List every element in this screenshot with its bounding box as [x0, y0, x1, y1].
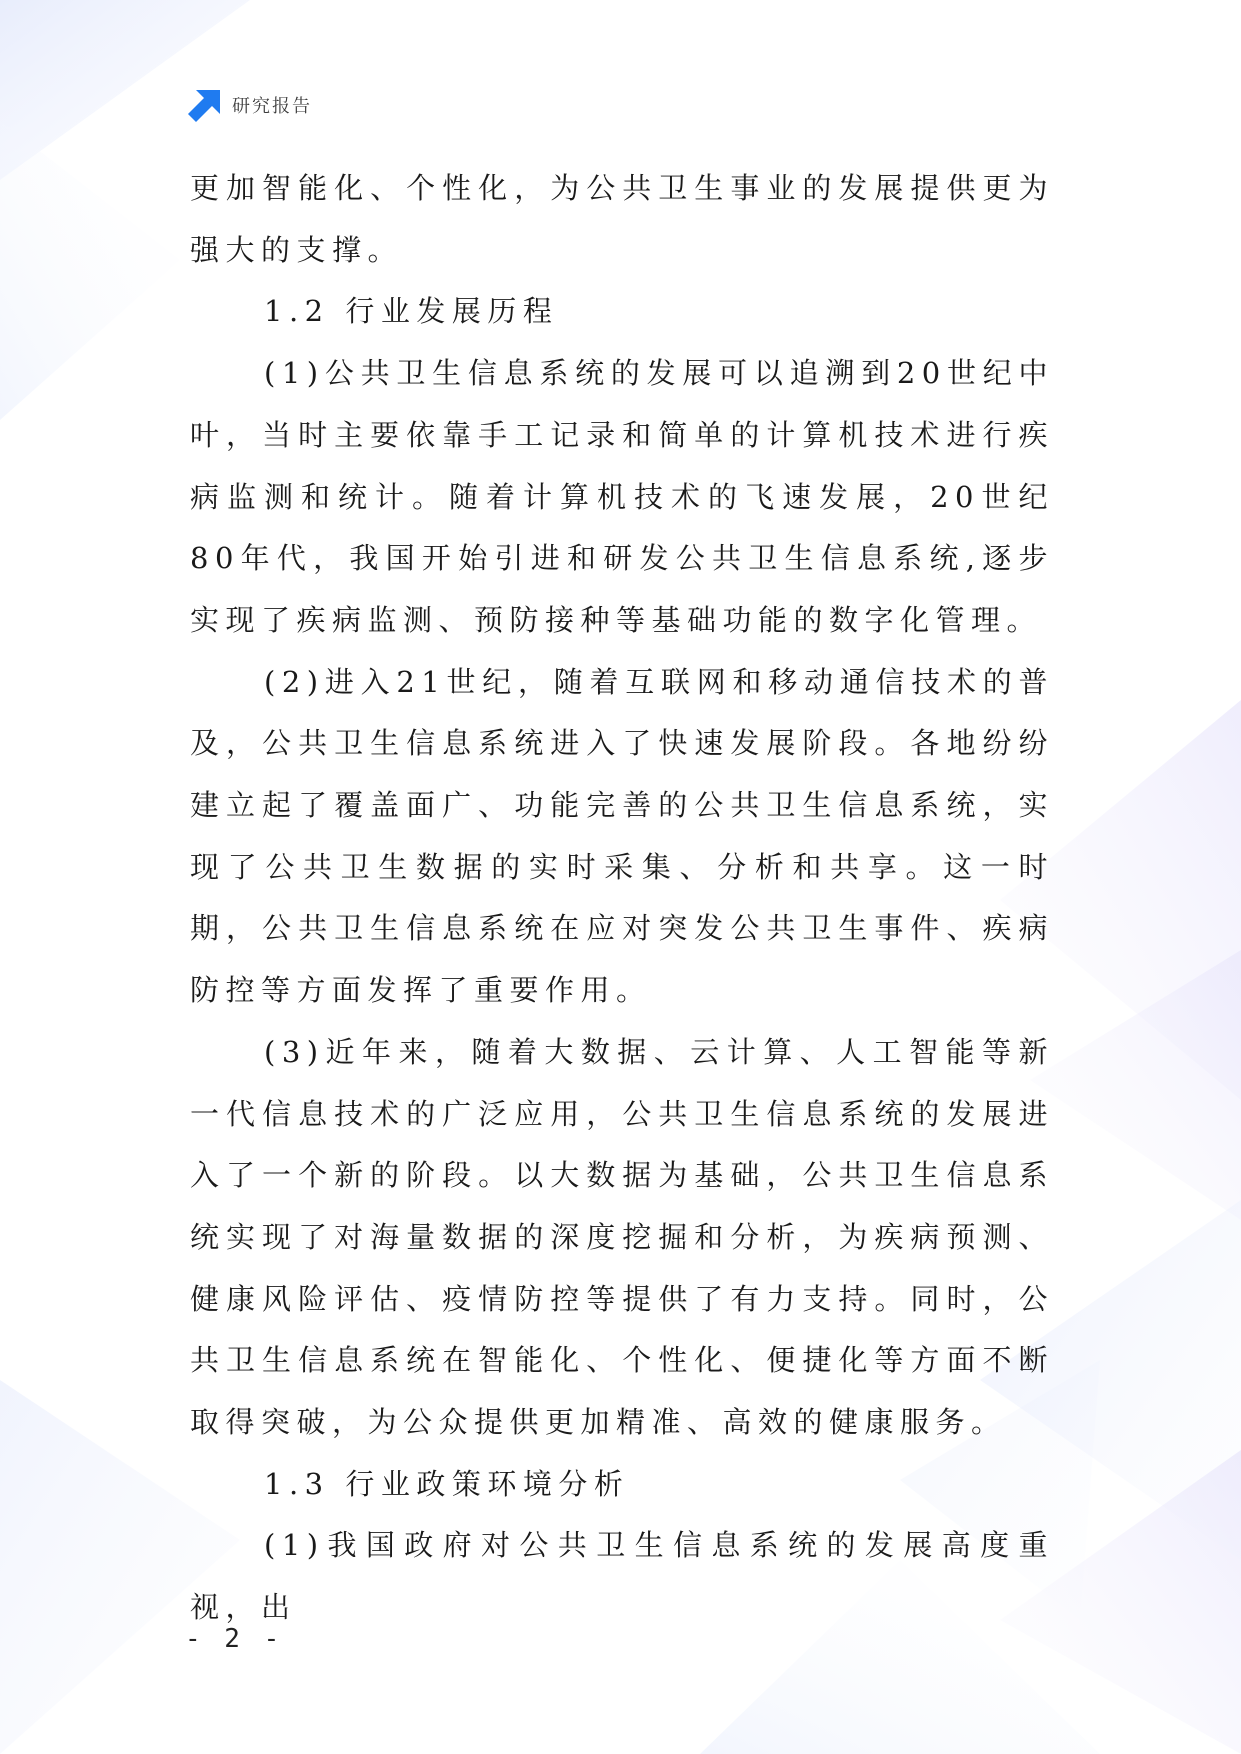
paragraph: (1)公共卫生信息系统的发展可以追溯到20世纪中叶，当时主要依靠手工记录和简单的计算机技术进行疾病监测和统计。随着计算机技术的飞速发展，20世纪80年代，我国开始引进和研发公共卫生信息系统,逐步实现了疾病监测、预防接种等基础功能的数字化管理。 [190, 356, 1054, 637]
arrow-up-right-icon [188, 88, 222, 122]
header-title: 研究报告 [232, 96, 312, 117]
report-header [188, 88, 312, 122]
section-heading: 1.3 行业政策环境分析 [264, 1466, 630, 1501]
paragraph: 更加智能化、个性化，为公共卫生事业的发展提供更为强大的支撑。 [190, 171, 1054, 267]
paragraph: (2)进入21世纪，随着互联网和移动通信技术的普及，公共卫生信息系统进入了快速发展阶段。各地纷纷建立起了覆盖面广、功能完善的公共卫生信息系统，实现了公共卫生数据的实时采集、分析和共享。这一时期，公共卫生信息系统在应对突发公共卫生事件、疾病防控等方面发挥了重要作用。 [190, 664, 1054, 1008]
paragraph: (1)我国政府对公共卫生信息系统的发展高度重视，出 [190, 1528, 1054, 1625]
paragraph: (3)近年来，随着大数据、云计算、人工智能等新一代信息技术的广泛应用，公共卫生信息系统的发展进入了一个新的阶段。以大数据为基础，公共卫生信息系统实现了对海量数据的深度挖掘和分析，为疾病预测、健康风险评估、疫情防控等提供了有力支持。同时，公共卫生信息系统在智能化、个性化、便捷化等方面不断取得突破，为公众提供更加精准、高效的健康服务。 [190, 1034, 1054, 1440]
page-number: - 2 - [185, 1624, 284, 1654]
section-heading: 1.2 行业发展历程 [264, 294, 559, 329]
document-body [190, 158, 1054, 1639]
